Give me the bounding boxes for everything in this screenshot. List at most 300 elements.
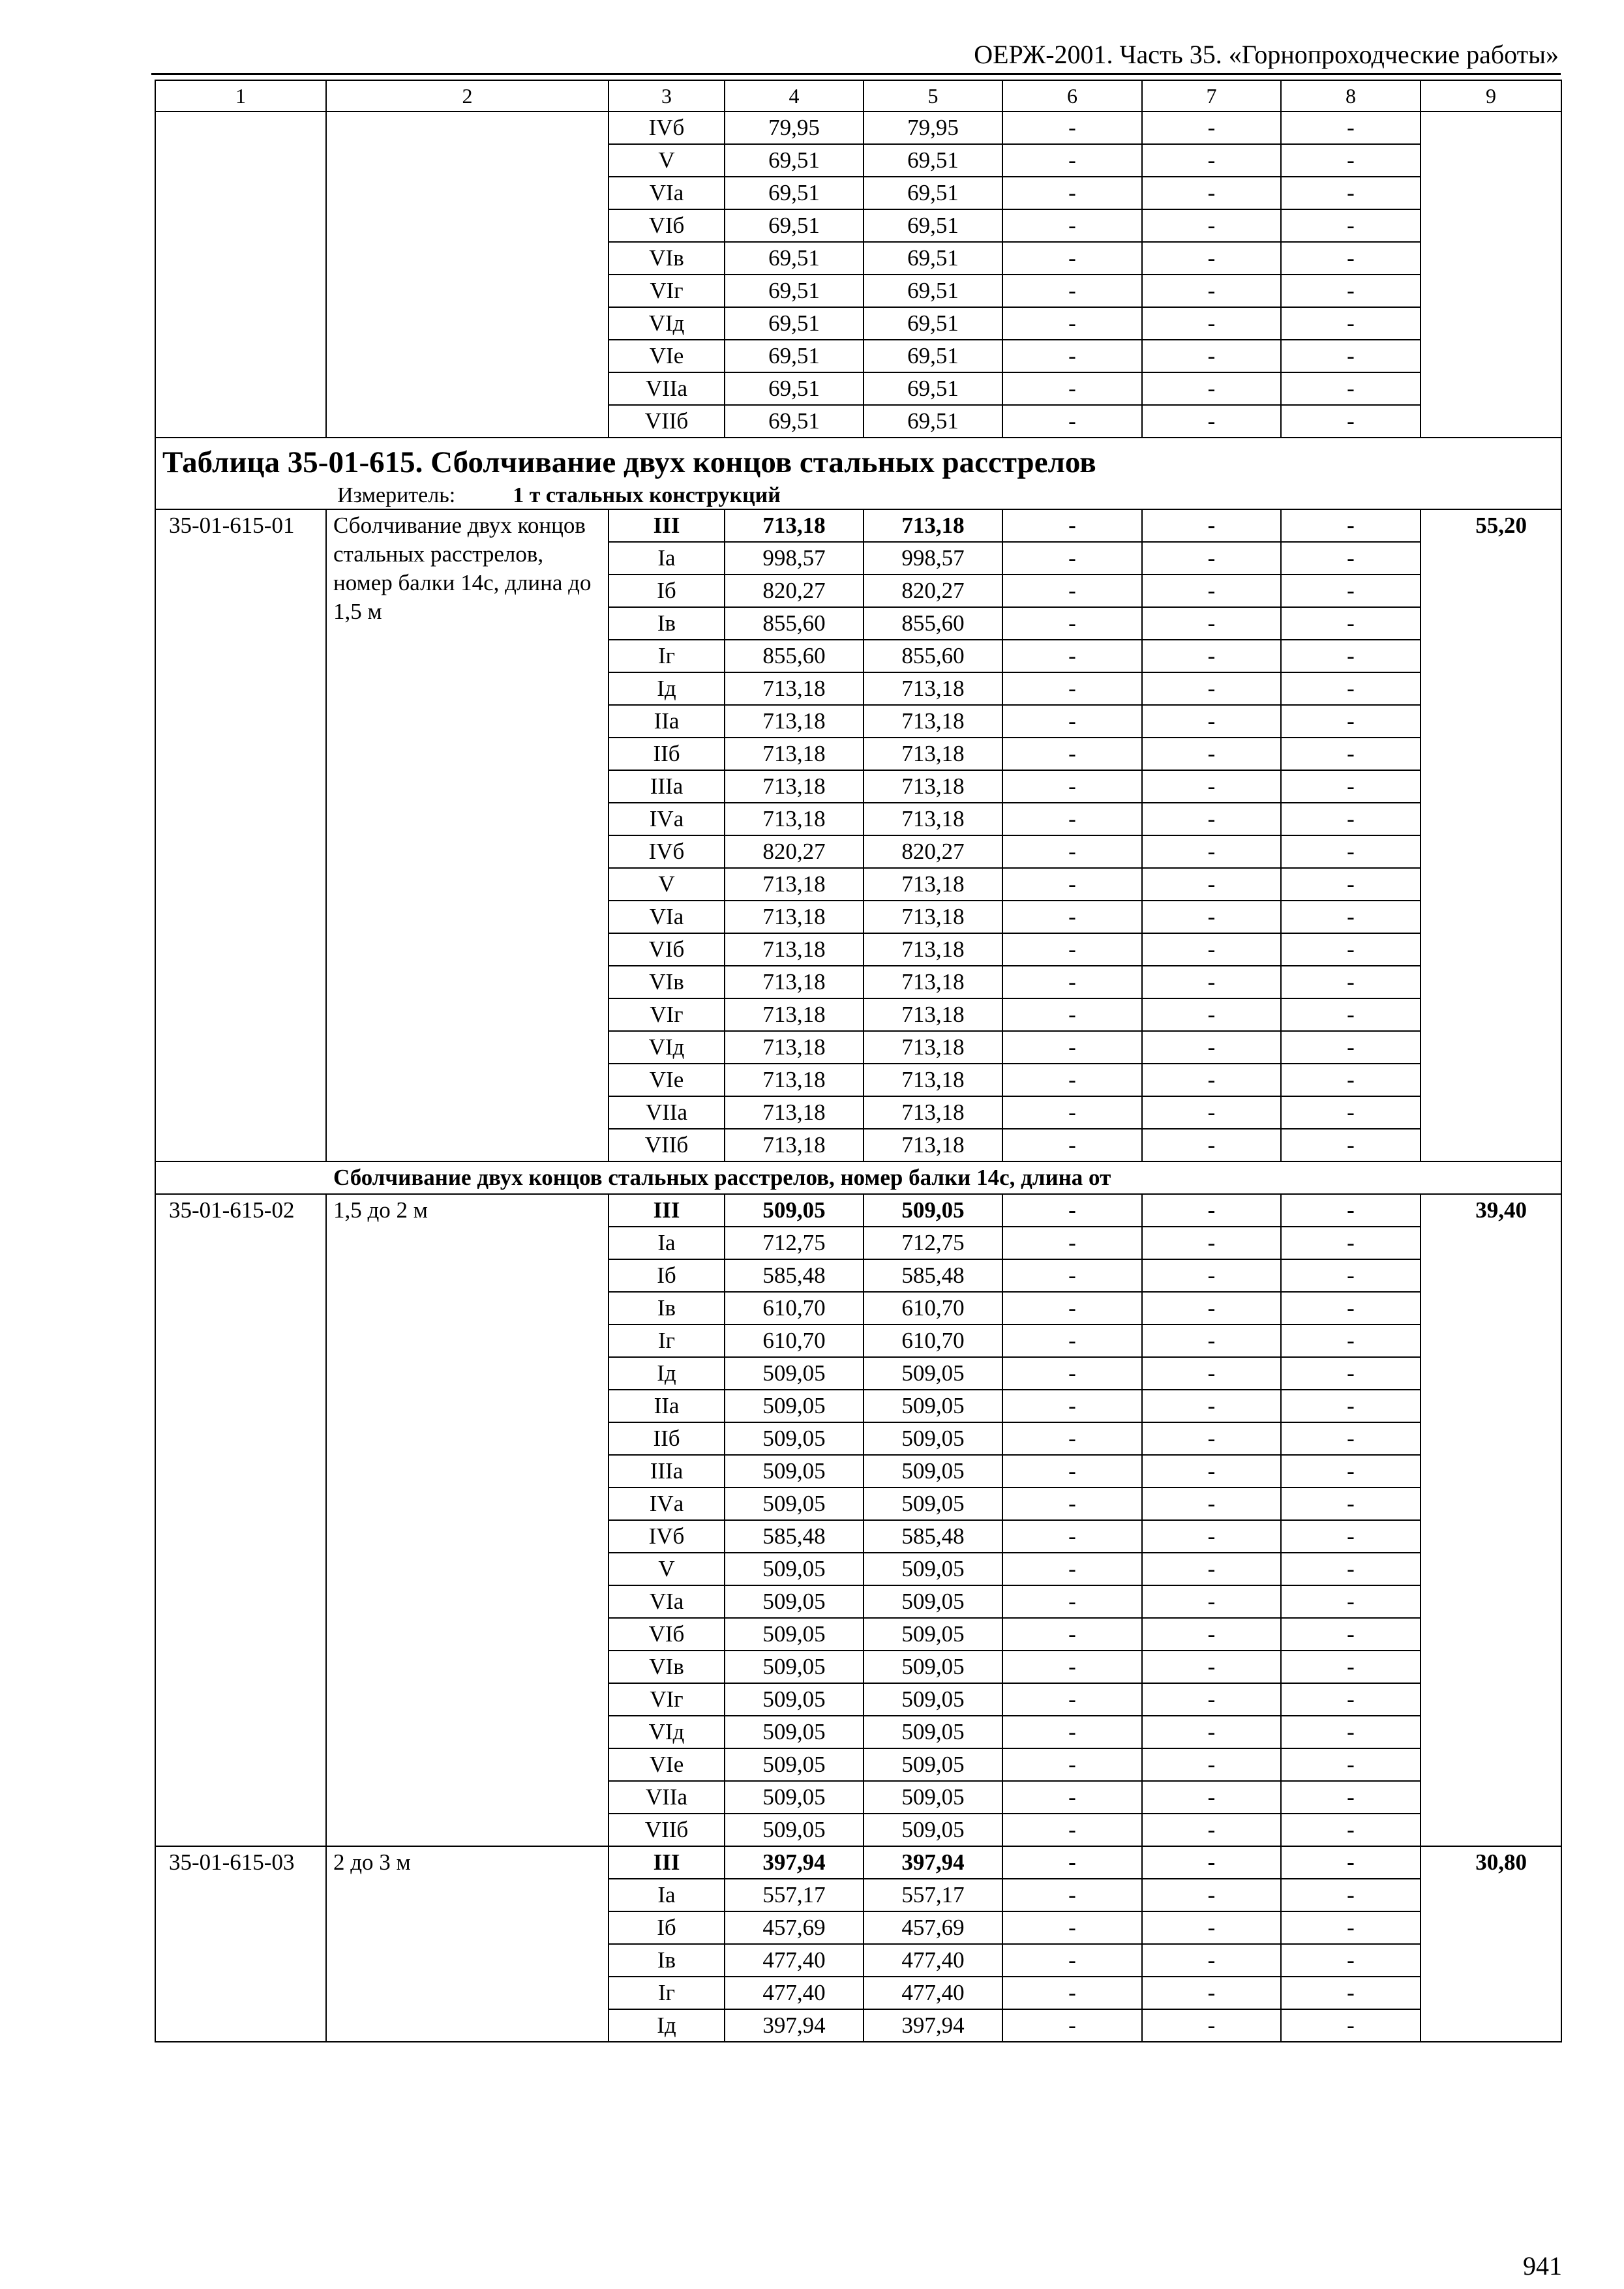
cell-col5: 509,05 (864, 1422, 1002, 1455)
cell-class: VIа (609, 1585, 725, 1618)
table-row (155, 112, 1561, 144)
cell-col4: 509,05 (725, 1553, 864, 1585)
cell-col4: 69,51 (725, 307, 864, 340)
cell-col7: - (1142, 1748, 1281, 1781)
cell-col7: - (1142, 1227, 1281, 1259)
cell-col5: 713,18 (864, 738, 1002, 770)
cell-col6: - (1002, 1129, 1142, 1161)
cell-class: IVб (609, 1520, 725, 1553)
cell-col7: - (1142, 1618, 1281, 1651)
cell-col6: - (1002, 542, 1142, 575)
cell-class: Iд (609, 672, 725, 705)
cell-col7: - (1142, 1683, 1281, 1716)
cell-col7: - (1142, 1292, 1281, 1324)
cell-col4: 610,70 (725, 1292, 864, 1324)
cell-col8: - (1281, 307, 1421, 340)
cell-col8: - (1281, 1488, 1421, 1520)
cell-col7: - (1142, 835, 1281, 868)
cell-col7: - (1142, 542, 1281, 575)
cell-col5: 509,05 (864, 1357, 1002, 1390)
cell-col7: - (1142, 640, 1281, 672)
cell-class: Iб (609, 1911, 725, 1944)
cell-col7: - (1142, 966, 1281, 998)
column-number: 5 (864, 80, 1002, 112)
cell-class: VIIа (609, 1096, 725, 1129)
cell-col5: 855,60 (864, 640, 1002, 672)
cell-col4: 713,18 (725, 738, 864, 770)
cell-col8: - (1281, 1911, 1421, 1944)
cell-col5: 713,18 (864, 705, 1002, 738)
cell-col8: - (1281, 340, 1421, 372)
cell-class: VIв (609, 966, 725, 998)
cell-col5: 509,05 (864, 1618, 1002, 1651)
cell-col8: - (1281, 2009, 1421, 2042)
cell-col6: - (1002, 1520, 1142, 1553)
cell-col6: - (1002, 1292, 1142, 1324)
cell-col6: - (1002, 1553, 1142, 1585)
cell-class: V (609, 868, 725, 901)
cell-col8: - (1281, 209, 1421, 242)
cell-col8: - (1281, 1553, 1421, 1585)
cell-col4: 477,40 (725, 1944, 864, 1977)
cell-col8: - (1281, 1064, 1421, 1096)
cell-col6: - (1002, 770, 1142, 803)
cell-col4: 712,75 (725, 1227, 864, 1259)
cell-desc: 2 до 3 м (326, 1846, 609, 2042)
cell-col6: - (1002, 933, 1142, 966)
cell-col7: - (1142, 1357, 1281, 1390)
cell-col5: 509,05 (864, 1455, 1002, 1488)
cell-class: VIд (609, 307, 725, 340)
cell-class: VIа (609, 177, 725, 209)
cell-col7: - (1142, 998, 1281, 1031)
cell-col4: 509,05 (725, 1455, 864, 1488)
cell-col4: 509,05 (725, 1390, 864, 1422)
column-number: 3 (609, 80, 725, 112)
cell-col7: - (1142, 1585, 1281, 1618)
cell-col7: - (1142, 509, 1281, 542)
cell-col7: - (1142, 209, 1281, 242)
cell-col8: - (1281, 868, 1421, 901)
cell-col8: - (1281, 372, 1421, 405)
column-number: 1 (155, 80, 326, 112)
cell-col7: - (1142, 112, 1281, 144)
cell-col4: 713,18 (725, 705, 864, 738)
cell-col6: - (1002, 307, 1142, 340)
cell-col6: - (1002, 1227, 1142, 1259)
column-number: 9 (1421, 80, 1561, 112)
cell-col8: - (1281, 1716, 1421, 1748)
subheading: Сболчивание двух концов стальных расстрелов, номер балки 14с, длина от (155, 1161, 1561, 1194)
cell-col4: 397,94 (725, 2009, 864, 2042)
cell-class: Iа (609, 1227, 725, 1259)
cell-col5: 509,05 (864, 1194, 1002, 1227)
column-number: 4 (725, 80, 864, 112)
cell-col5: 69,51 (864, 242, 1002, 275)
cell-col6: - (1002, 672, 1142, 705)
cell-col5: 585,48 (864, 1520, 1002, 1553)
cell-col7: - (1142, 275, 1281, 307)
cell-col4: 69,51 (725, 275, 864, 307)
cell-col7: - (1142, 1064, 1281, 1096)
cell-col4: 585,48 (725, 1520, 864, 1553)
cell-col6: - (1002, 1977, 1142, 2009)
cell-col4: 509,05 (725, 1651, 864, 1683)
running-header: ОЕРЖ-2001. Часть 35. «Горнопроходческие работы» (974, 40, 1559, 69)
cell-col4: 713,18 (725, 933, 864, 966)
table-title: Таблица 35-01-615. Сболчивание двух концов стальных расстрелов (162, 445, 1096, 479)
cell-class: V (609, 1553, 725, 1585)
cell-col7: - (1142, 405, 1281, 438)
cell-class: IIб (609, 1422, 725, 1455)
cell-col6: - (1002, 901, 1142, 933)
cell-col7: - (1142, 307, 1281, 340)
cell-col7: - (1142, 242, 1281, 275)
cell-col8: - (1281, 509, 1421, 542)
cell-col7: - (1142, 1259, 1281, 1292)
cell-col8: - (1281, 738, 1421, 770)
cell-col4: 69,51 (725, 177, 864, 209)
cell-col8: - (1281, 1520, 1421, 1553)
cell-col5: 509,05 (864, 1716, 1002, 1748)
cell-col4: 509,05 (725, 1488, 864, 1520)
cell-col6: - (1002, 1716, 1142, 1748)
cell-col4: 509,05 (725, 1357, 864, 1390)
cell-col4: 998,57 (725, 542, 864, 575)
cell-col7: - (1142, 372, 1281, 405)
cell-col6: - (1002, 242, 1142, 275)
cell-col8: - (1281, 575, 1421, 607)
cell-col6: - (1002, 1488, 1142, 1520)
meter-label: Измеритель: (337, 483, 456, 507)
cell-col4: 713,18 (725, 509, 864, 542)
cell-col5: 69,51 (864, 275, 1002, 307)
cell-col6: - (1002, 1781, 1142, 1814)
cell-class: VIе (609, 340, 725, 372)
cell-col5: 509,05 (864, 1553, 1002, 1585)
cell-col5: 509,05 (864, 1390, 1002, 1422)
cell-col8: - (1281, 1292, 1421, 1324)
cell-col8: - (1281, 1977, 1421, 2009)
cell-col4: 820,27 (725, 575, 864, 607)
column-number: 2 (326, 80, 609, 112)
cell-col6: - (1002, 1911, 1142, 1944)
cell-col6: - (1002, 738, 1142, 770)
cell-col4: 69,51 (725, 209, 864, 242)
cell-col7: - (1142, 1129, 1281, 1161)
cell-col8: - (1281, 1324, 1421, 1357)
column-number: 6 (1002, 80, 1142, 112)
cell-col6: - (1002, 275, 1142, 307)
cell-class: IVа (609, 803, 725, 835)
cell-class: III (609, 1846, 725, 1879)
cell-desc-blank (326, 112, 609, 438)
cell-col5: 713,18 (864, 901, 1002, 933)
cell-col4: 509,05 (725, 1585, 864, 1618)
cell-col7: - (1142, 933, 1281, 966)
cell-class: VIд (609, 1031, 725, 1064)
cell-col6: - (1002, 575, 1142, 607)
cell-class: Iв (609, 607, 725, 640)
cell-col8: - (1281, 1129, 1421, 1161)
cell-col7: - (1142, 1324, 1281, 1357)
cell-col7: - (1142, 1879, 1281, 1911)
cell-col5: 713,18 (864, 672, 1002, 705)
cell-col5: 713,18 (864, 1096, 1002, 1129)
cell-col6: - (1002, 966, 1142, 998)
cell-col4: 509,05 (725, 1748, 864, 1781)
cell-col5: 509,05 (864, 1585, 1002, 1618)
cell-class: Iг (609, 1324, 725, 1357)
cell-col8: - (1281, 705, 1421, 738)
cell-col6: - (1002, 1651, 1142, 1683)
cell-class: IIIа (609, 770, 725, 803)
cell-col6: - (1002, 1846, 1142, 1879)
cell-col7: - (1142, 901, 1281, 933)
cell-code-blank (155, 112, 326, 438)
cell-col4: 713,18 (725, 966, 864, 998)
cell-col5: 557,17 (864, 1879, 1002, 1911)
cell-col5: 713,18 (864, 966, 1002, 998)
cell-class: IIа (609, 1390, 725, 1422)
cell-class: VIIа (609, 1781, 725, 1814)
cell-col7: - (1142, 1977, 1281, 2009)
cell-col6: - (1002, 868, 1142, 901)
cell-col8: - (1281, 803, 1421, 835)
cell-col7: - (1142, 1520, 1281, 1553)
cell-col8: - (1281, 1422, 1421, 1455)
cell-class: VIе (609, 1748, 725, 1781)
cell-col8: - (1281, 1227, 1421, 1259)
cell-col8: - (1281, 275, 1421, 307)
cell-col4: 585,48 (725, 1259, 864, 1292)
cell-col5: 713,18 (864, 509, 1002, 542)
cell-desc: Сболчивание двух концов стальных расстрелов, номер балки 14с, длина до 1,5 м (326, 509, 609, 1161)
cell-col4: 509,05 (725, 1194, 864, 1227)
cell-col5: 477,40 (864, 1944, 1002, 1977)
cell-col7: - (1142, 2009, 1281, 2042)
cell-col5: 397,94 (864, 2009, 1002, 2042)
cell-col6: - (1002, 1096, 1142, 1129)
cell-col5: 509,05 (864, 1781, 1002, 1814)
meter-line (162, 483, 1554, 509)
cell-col5: 69,51 (864, 307, 1002, 340)
cell-col8: - (1281, 1096, 1421, 1129)
cell-col4: 509,05 (725, 1618, 864, 1651)
cell-col7: - (1142, 1031, 1281, 1064)
cell-col5: 712,75 (864, 1227, 1002, 1259)
cell-col6: - (1002, 1390, 1142, 1422)
cell-col5: 509,05 (864, 1683, 1002, 1716)
column-number-row (155, 80, 1561, 112)
cell-class: VIв (609, 242, 725, 275)
cell-col4: 610,70 (725, 1324, 864, 1357)
cell-col6: - (1002, 835, 1142, 868)
cell-col7: - (1142, 1716, 1281, 1748)
cell-col7: - (1142, 1455, 1281, 1488)
cell-col7: - (1142, 738, 1281, 770)
cell-col5: 713,18 (864, 933, 1002, 966)
cell-col5: 509,05 (864, 1748, 1002, 1781)
cell-col5: 713,18 (864, 1129, 1002, 1161)
cell-col8: - (1281, 966, 1421, 998)
cell-col5: 713,18 (864, 1064, 1002, 1096)
cell-col4: 855,60 (725, 640, 864, 672)
cell-col6: - (1002, 1259, 1142, 1292)
cell-col6: - (1002, 112, 1142, 144)
cell-class: Iв (609, 1292, 725, 1324)
cell-col8: - (1281, 607, 1421, 640)
cell-class: VIг (609, 998, 725, 1031)
cell-col4: 477,40 (725, 1977, 864, 2009)
cell-col8: - (1281, 1781, 1421, 1814)
cell-col7: - (1142, 770, 1281, 803)
cell-col4: 509,05 (725, 1781, 864, 1814)
meter-unit: 1 т стальных конструкций (513, 483, 781, 507)
cell-col7: - (1142, 177, 1281, 209)
cell-col6: - (1002, 1944, 1142, 1977)
cell-col7: - (1142, 340, 1281, 372)
cell-col4: 855,60 (725, 607, 864, 640)
cell-class: Iд (609, 1357, 725, 1390)
cell-col7: - (1142, 705, 1281, 738)
rates-table (155, 80, 1562, 2042)
cell-col6: - (1002, 1585, 1142, 1618)
cell-col8: - (1281, 640, 1421, 672)
table-row (155, 1846, 1561, 1879)
cell-class: IIIа (609, 1455, 725, 1488)
cell-col8: - (1281, 933, 1421, 966)
cell-col7: - (1142, 1488, 1281, 1520)
cell-class: IVб (609, 112, 725, 144)
table-title-row (155, 438, 1561, 509)
cell-col7: - (1142, 1944, 1281, 1977)
cell-col7: - (1142, 1553, 1281, 1585)
cell-col8: - (1281, 1357, 1421, 1390)
cell-col6: - (1002, 1422, 1142, 1455)
cell-col6: - (1002, 1455, 1142, 1488)
cell-class: Iа (609, 1879, 725, 1911)
cell-col6: - (1002, 1031, 1142, 1064)
cell-col4: 713,18 (725, 672, 864, 705)
cell-class: III (609, 509, 725, 542)
cell-col4: 69,51 (725, 340, 864, 372)
cell-col5: 509,05 (864, 1488, 1002, 1520)
cell-col6: - (1002, 640, 1142, 672)
cell-class: VIв (609, 1651, 725, 1683)
cell-class: VIе (609, 1064, 725, 1096)
cell-col8: - (1281, 1259, 1421, 1292)
cell-col4: 820,27 (725, 835, 864, 868)
cell-col7: - (1142, 868, 1281, 901)
cell-col7: - (1142, 1781, 1281, 1814)
cell-col8: - (1281, 1814, 1421, 1846)
cell-class: IIб (609, 738, 725, 770)
cell-col4: 69,51 (725, 242, 864, 275)
cell-col5: 713,18 (864, 998, 1002, 1031)
cell-col4: 557,17 (725, 1879, 864, 1911)
column-number: 7 (1142, 80, 1281, 112)
cell-code: 35-01-615-01 (155, 509, 326, 1161)
cell-col5: 585,48 (864, 1259, 1002, 1292)
cell-col8: - (1281, 144, 1421, 177)
cell-col4: 69,51 (725, 144, 864, 177)
cell-col6: - (1002, 1879, 1142, 1911)
cell-col6: - (1002, 1064, 1142, 1096)
cell-col8: - (1281, 1651, 1421, 1683)
cell-col4: 713,18 (725, 901, 864, 933)
cell-class: IVб (609, 835, 725, 868)
cell-col5: 610,70 (864, 1324, 1002, 1357)
cell-col6: - (1002, 607, 1142, 640)
cell-col7: - (1142, 1846, 1281, 1879)
cell-class: Iа (609, 542, 725, 575)
cell-class: VIб (609, 209, 725, 242)
cell-col5: 69,51 (864, 340, 1002, 372)
cell-col7: - (1142, 607, 1281, 640)
cell-col7: - (1142, 1911, 1281, 1944)
cell-class: VIб (609, 933, 725, 966)
cell-class: Iв (609, 1944, 725, 1977)
cell-col5: 457,69 (864, 1911, 1002, 1944)
cell-col7: - (1142, 803, 1281, 835)
cell-class: Iг (609, 640, 725, 672)
cell-col6: - (1002, 2009, 1142, 2042)
cell-col8: - (1281, 242, 1421, 275)
cell-col4: 713,18 (725, 1129, 864, 1161)
cell-col7: - (1142, 1194, 1281, 1227)
cell-col6: - (1002, 1618, 1142, 1651)
cell-class: Iб (609, 575, 725, 607)
cell-col8: - (1281, 542, 1421, 575)
cell-col6: - (1002, 1194, 1142, 1227)
cell-col6: - (1002, 998, 1142, 1031)
cell-col8: - (1281, 1031, 1421, 1064)
cell-col8: - (1281, 1390, 1421, 1422)
cell-class: VIIб (609, 1129, 725, 1161)
cell-col6: - (1002, 1324, 1142, 1357)
cell-class: III (609, 1194, 725, 1227)
header-rule (151, 73, 1561, 75)
cell-col4: 397,94 (725, 1846, 864, 1879)
cell-col6: - (1002, 803, 1142, 835)
cell-col7: - (1142, 1422, 1281, 1455)
cell-code: 35-01-615-02 (155, 1194, 326, 1846)
cell-col4: 69,51 (725, 372, 864, 405)
cell-col6: - (1002, 405, 1142, 438)
cell-col6: - (1002, 1748, 1142, 1781)
cell-col8: - (1281, 112, 1421, 144)
cell-col4: 713,18 (725, 998, 864, 1031)
cell-class: V (609, 144, 725, 177)
table-row (155, 1194, 1561, 1227)
cell-class: IIа (609, 705, 725, 738)
cell-col9-blank (1421, 112, 1561, 438)
cell-col5: 69,51 (864, 144, 1002, 177)
cell-col6: - (1002, 340, 1142, 372)
cell-col8: - (1281, 1944, 1421, 1977)
cell-col5: 509,05 (864, 1814, 1002, 1846)
cell-class: IVа (609, 1488, 725, 1520)
cell-col8: - (1281, 1455, 1421, 1488)
cell-col9: 55,20 (1421, 509, 1561, 1161)
cell-col5: 713,18 (864, 1031, 1002, 1064)
cell-col5: 713,18 (864, 803, 1002, 835)
cell-col6: - (1002, 1814, 1142, 1846)
cell-col4: 509,05 (725, 1814, 864, 1846)
cell-col6: - (1002, 705, 1142, 738)
cell-col6: - (1002, 1357, 1142, 1390)
